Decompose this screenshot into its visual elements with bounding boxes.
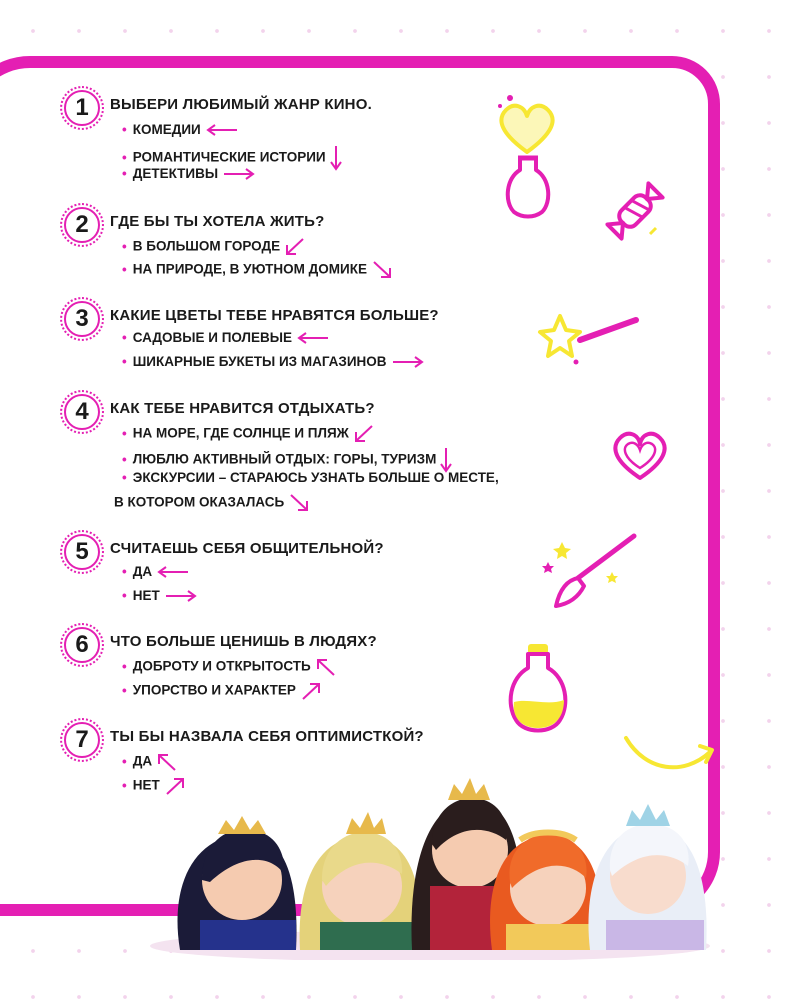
option[interactable]: • НЕТ xyxy=(122,588,198,603)
question-text: КАК ТЕБЕ НРАВИТСЯ ОТДЫХАТЬ? xyxy=(110,400,375,417)
option[interactable]: • ЭКСКУРСИИ – СТАРАЮСЬ УЗНАТЬ БОЛЬШЕ О МЕСТЕ, xyxy=(122,470,499,485)
arrow-down-right-icon xyxy=(371,260,393,280)
question-text: СЧИТАЕШЬ СЕБЯ ОБЩИТЕЛЬНОЙ? xyxy=(110,540,384,557)
question-number-badge: 1 xyxy=(64,90,100,126)
question-text: ГДЕ БЫ ТЫ ХОТЕЛА ЖИТЬ? xyxy=(110,213,325,230)
option[interactable]: • ШИКАРНЫЕ БУКЕТЫ ИЗ МАГАЗИНОВ xyxy=(122,354,425,369)
arrow-right-icon xyxy=(222,168,256,180)
potion-bottle-icon xyxy=(498,152,558,222)
arrow-left-icon xyxy=(296,332,330,344)
arrow-right-icon xyxy=(164,590,198,602)
question-text: ЧТО БОЛЬШЕ ЦЕНИШЬ В ЛЮДЯХ? xyxy=(110,633,377,650)
arrow-right-icon xyxy=(391,356,425,368)
arrow-down-left-icon xyxy=(284,237,306,257)
option[interactable]: • САДОВЫЕ И ПОЛЕВЫЕ xyxy=(122,330,330,345)
question-number-badge: 4 xyxy=(64,394,100,430)
arrow-up-left-icon xyxy=(315,657,337,677)
option[interactable]: • КОМЕДИИ xyxy=(122,122,239,137)
heart-doodle-icon xyxy=(608,424,672,484)
option[interactable]: • НА МОРЕ, ГДЕ СОЛНЦЕ И ПЛЯЖ xyxy=(122,424,375,444)
broom-icon xyxy=(538,528,648,612)
option[interactable]: • УПОРСТВО И ХАРАКТЕР xyxy=(122,681,322,701)
arrow-up-right-icon xyxy=(300,681,322,701)
question-number-badge: 3 xyxy=(64,301,100,337)
princess-characters-illustration xyxy=(150,770,710,960)
arrow-down-left-icon xyxy=(353,424,375,444)
question-number-badge: 7 xyxy=(64,722,100,758)
magic-wand-star-icon xyxy=(536,308,646,368)
option[interactable]: • В БОЛЬШОМ ГОРОДЕ xyxy=(122,237,306,257)
option[interactable]: • НЕТ xyxy=(122,776,186,796)
option[interactable]: • ДОБРОТУ И ОТКРЫТОСТЬ xyxy=(122,657,337,677)
option-continuation: В КОТОРОМ ОКАЗАЛАСЬ xyxy=(114,493,310,513)
arrow-down-icon xyxy=(330,145,342,171)
question-number-badge: 6 xyxy=(64,627,100,663)
question-number-badge: 2 xyxy=(64,207,100,243)
question-text: ТЫ БЫ НАЗВАЛА СЕБЯ ОПТИМИСТКОЙ? xyxy=(110,728,424,745)
question-text: КАКИЕ ЦВЕТЫ ТЕБЕ НРАВЯТСЯ БОЛЬШЕ? xyxy=(110,307,439,324)
option[interactable]: • РОМАНТИЧЕСКИЕ ИСТОРИИ xyxy=(122,145,342,171)
option[interactable]: • ДА xyxy=(122,564,190,579)
option[interactable]: • ЛЮБЛЮ АКТИВНЫЙ ОТДЫХ: ГОРЫ, ТУРИЗМ xyxy=(122,447,452,473)
candy-icon xyxy=(600,176,670,246)
option[interactable]: • ДЕТЕКТИВЫ xyxy=(122,166,256,181)
question-text: ВЫБЕРИ ЛЮБИМЫЙ ЖАНР КИНО. xyxy=(110,96,372,113)
arrow-left-icon xyxy=(156,566,190,578)
option[interactable]: • ДА xyxy=(122,752,178,772)
arrow-up-left-icon xyxy=(156,752,178,772)
flask-icon xyxy=(498,640,578,740)
arrow-left-icon xyxy=(205,124,239,136)
option[interactable]: • НА ПРИРОДЕ, В УЮТНОМ ДОМИКЕ xyxy=(122,260,393,280)
question-number-badge: 5 xyxy=(64,534,100,570)
arrow-down-right-icon xyxy=(288,493,310,513)
